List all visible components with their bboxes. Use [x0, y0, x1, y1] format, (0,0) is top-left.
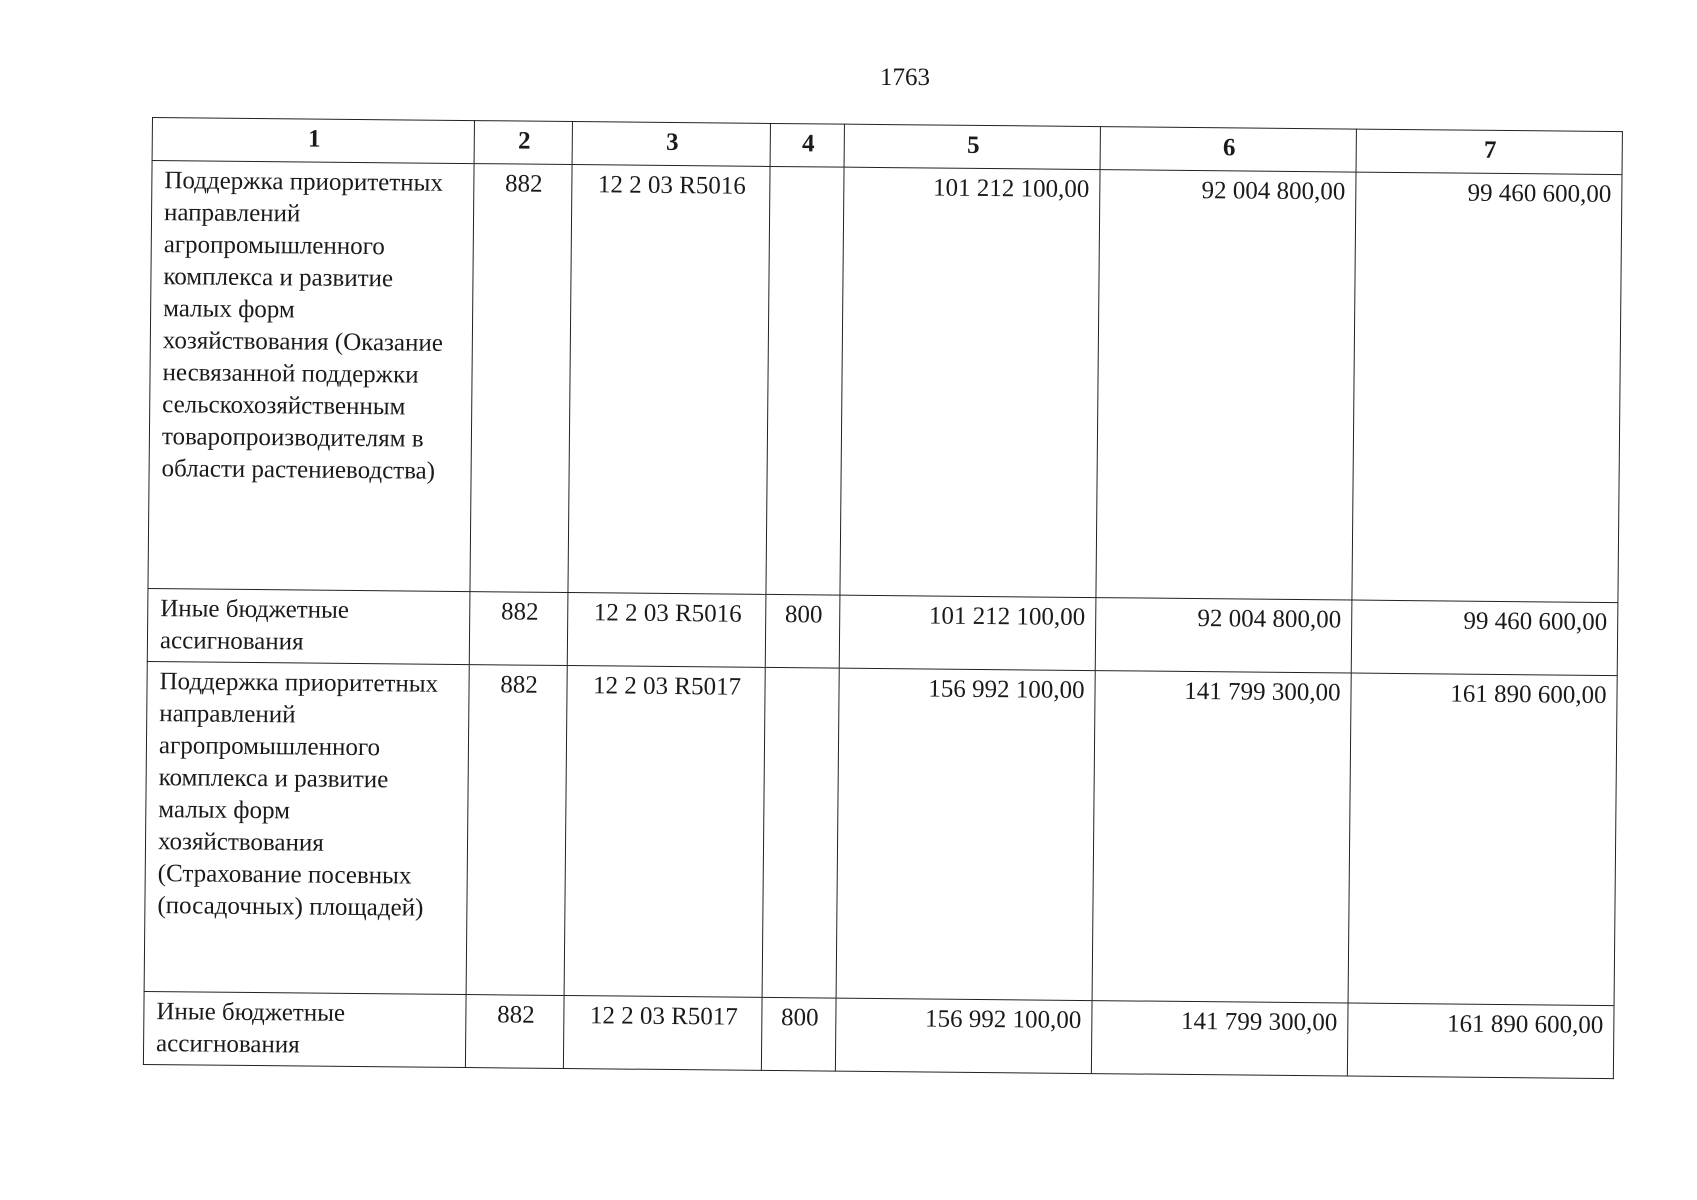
row-value-6: 141 799 300,00: [1092, 671, 1351, 1003]
row-value-7: 99 460 600,00: [1352, 172, 1622, 603]
row-name: Иные бюджетные ассигнования: [155, 998, 346, 1059]
budget-table-container: [143, 117, 1622, 1079]
row-value-5: 156 992 100,00: [835, 998, 1092, 1073]
column-header-7: 7: [1356, 129, 1622, 175]
table-row: [148, 161, 1622, 603]
table-row: [143, 991, 1614, 1078]
row-value-7: 161 890 600,00: [1348, 673, 1617, 1006]
row-type: [766, 166, 844, 595]
row-name-cell: [147, 588, 470, 664]
row-target: 12 2 03 R5017: [563, 995, 762, 1070]
row-value-6: 92 004 800,00: [1096, 170, 1356, 600]
row-name-cell: [144, 661, 469, 994]
page-number: 1763: [880, 64, 930, 91]
column-header-5: 5: [844, 124, 1100, 169]
row-code: 882: [470, 164, 572, 593]
row-code: 882: [466, 665, 567, 996]
row-name: Поддержка приоритетных направлений агропромышленного комплекса и развитие малых форм хозяйствования (Оказание несвязанной поддержки сельскохозяйственным товаропроизводителям в области растениеводства): [161, 167, 444, 485]
row-name: Поддержка приоритетных направлений агропромышленного комплекса и развитие малых форм хозяйствования (Страхование посевных (посадочных) площадей): [157, 668, 439, 922]
row-type: [762, 667, 839, 998]
row-name-cell: [148, 161, 474, 592]
row-code: 882: [465, 995, 564, 1069]
row-target: 12 2 03 R5017: [564, 666, 765, 998]
row-type: 800: [765, 594, 840, 668]
budget-table: [143, 117, 1623, 1079]
row-value-5: 101 212 100,00: [840, 167, 1100, 597]
row-value-6: 92 004 800,00: [1095, 598, 1352, 673]
row-type: 800: [761, 997, 836, 1071]
row-target: 12 2 03 R5016: [567, 593, 766, 668]
column-header-4: 4: [770, 123, 844, 167]
table-row: [144, 661, 1617, 1005]
column-header-6: 6: [1100, 127, 1356, 172]
row-value-5: 101 212 100,00: [839, 595, 1096, 670]
row-name-cell: [143, 991, 466, 1067]
row-value-7: 161 890 600,00: [1347, 1003, 1614, 1079]
row-code: 882: [469, 592, 568, 666]
table-row: [147, 588, 1618, 675]
row-target: 12 2 03 R5016: [568, 165, 770, 595]
column-header-2: 2: [474, 121, 572, 165]
row-value-7: 99 460 600,00: [1351, 600, 1618, 676]
column-header-1: 1: [152, 118, 474, 164]
row-value-6: 141 799 300,00: [1091, 1001, 1348, 1076]
column-header-3: 3: [572, 122, 770, 167]
row-value-5: 156 992 100,00: [836, 668, 1095, 1000]
row-name: Иные бюджетные ассигнования: [159, 595, 350, 656]
